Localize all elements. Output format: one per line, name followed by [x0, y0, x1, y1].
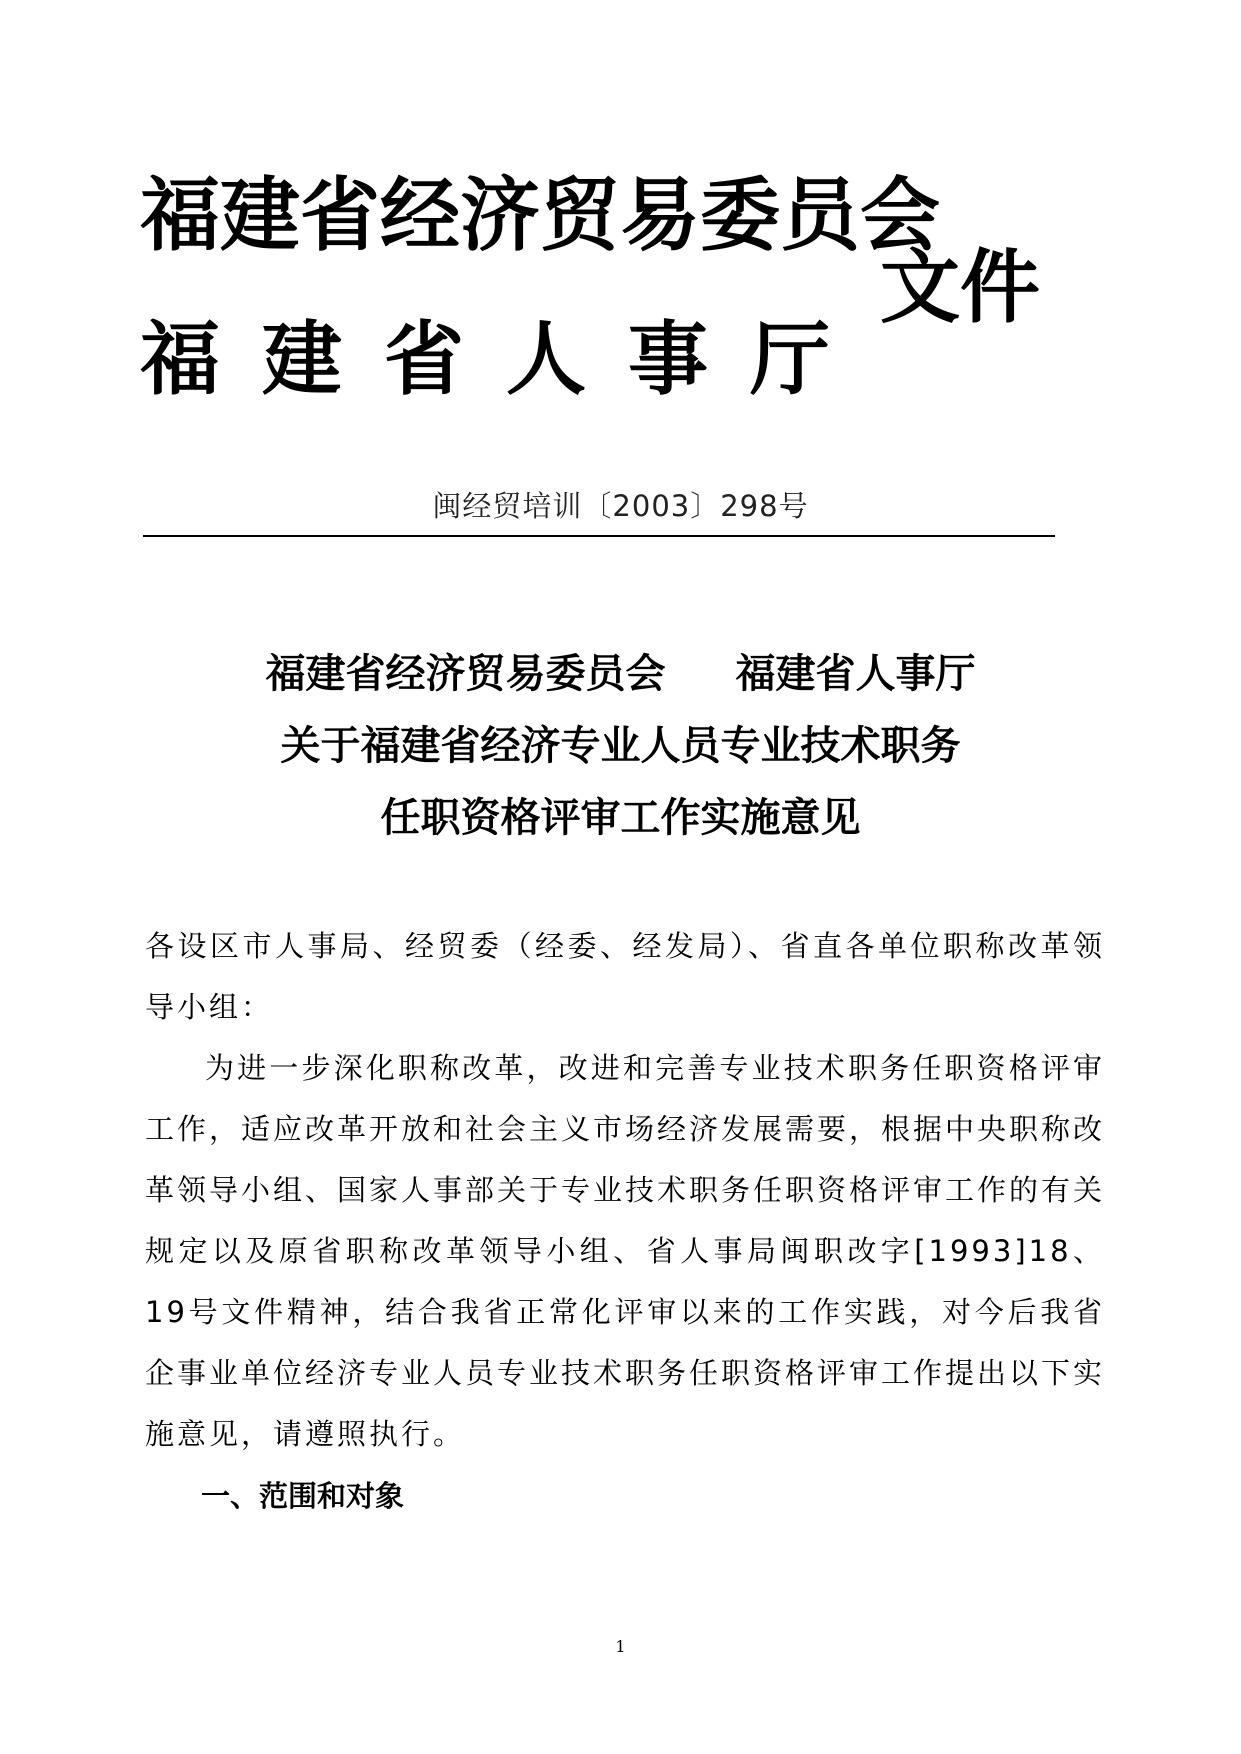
- title-issuer-1: 福建省经济贸易委员会: [265, 650, 666, 697]
- section-heading: 一、范围和对象: [201, 1479, 405, 1513]
- title-line1: [0, 638, 1241, 710]
- document-number: 闽经贸培训〔2003〕298号: [432, 489, 809, 523]
- letterhead-divider: [143, 535, 1055, 537]
- title-line3: 任职资格评审工作实施意见: [380, 794, 861, 841]
- title-issuer-2: 福建省人事厅: [735, 650, 976, 697]
- body-paragraph: 为进一步深化职称改革，改进和完善专业技术职务任职资格评审工作，适应改革开放和社会主义市场经济发展需要，根据中央职称改革领导小组、国家人事部关于专业技术职务任职资格评审工作的有关规定以及原省职称改革领导小组、省人事局闽职改字[1993]18、19号文件精神，结合我省正常化评审以来的工作实践，对今后我省企事业单位经济专业人员专业技术职务任职资格评审工作提出以下实施意见，请遵照执行。: [145, 1051, 1106, 1451]
- title-line2: 关于福建省经济专业人员专业技术职务: [280, 722, 961, 769]
- letterhead-org-line2: 福建省人事厅: [140, 313, 872, 406]
- letterhead-document-suffix: 文件: [880, 241, 1040, 334]
- page-number: 1: [615, 1637, 626, 1656]
- addressee-paragraph: 各设区市人事局、经贸委（经委、经发局）、省直各单位职称改革领导小组：: [145, 929, 1105, 1024]
- letterhead-org-line1: 福建省经济贸易委员会: [140, 169, 940, 262]
